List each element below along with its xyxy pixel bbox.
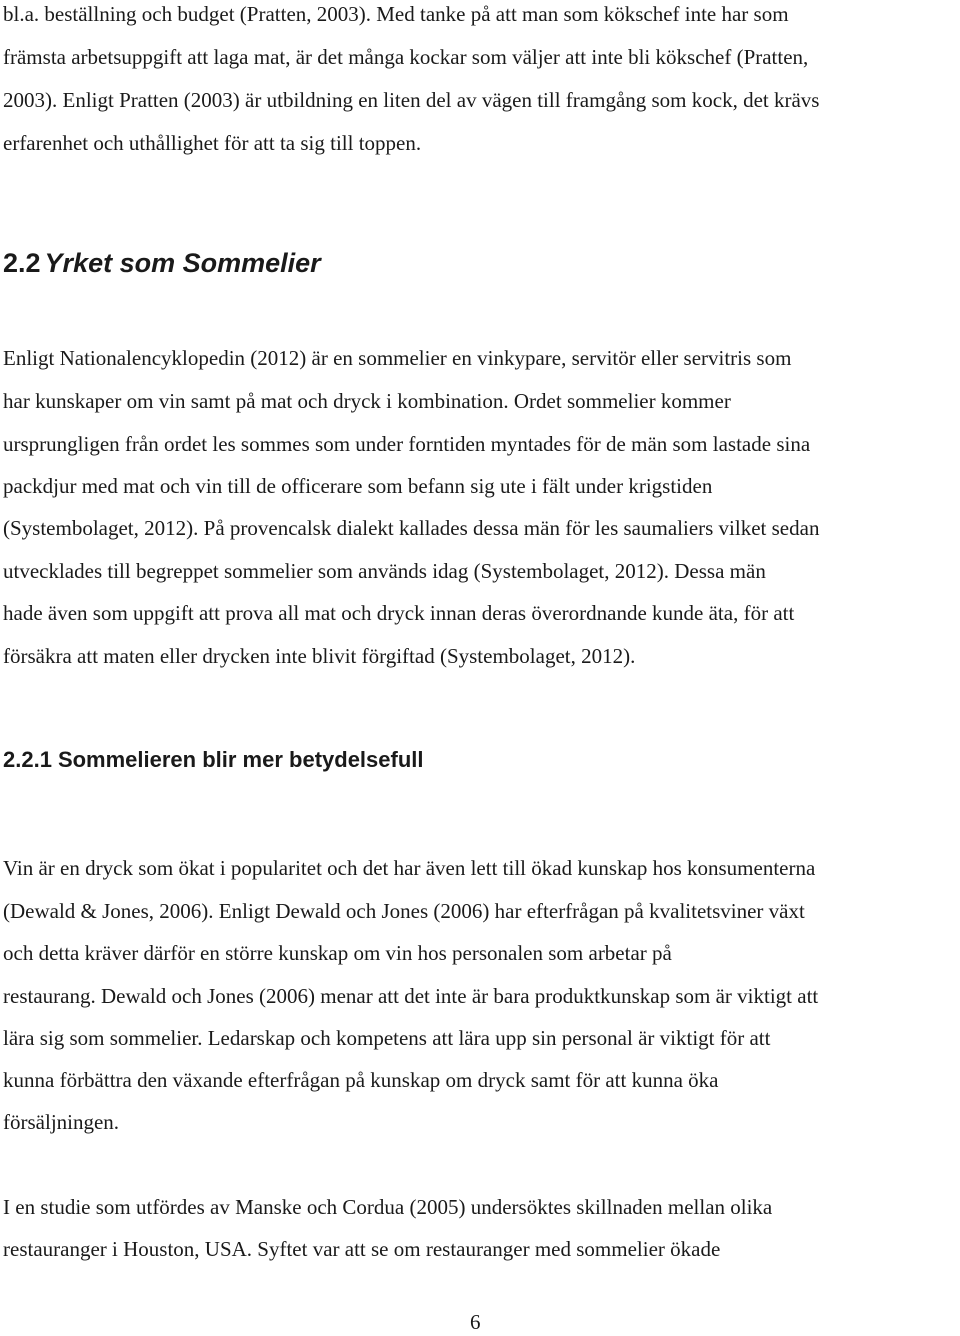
body-text-line: packdjur med mat och vin till de officerare som befann sig ute i fält under krigstiden <box>3 474 713 498</box>
subsection-title: Sommelieren blir mer betydelsefull <box>57 747 424 772</box>
body-text-line: försäkra att maten eller drycken inte blivit förgiftad (Systembolaget, 2012). <box>3 644 636 668</box>
subsection-heading <box>3 747 424 773</box>
page-number: 6 <box>470 1310 481 1334</box>
body-text-line: Enligt Nationalencyklopedin (2012) är en sommelier en vinkypare, servitör eller servitris som <box>3 346 792 370</box>
body-text-line: restaurang. Dewald och Jones (2006) menar att det inte är bara produktkunskap som är viktigt att <box>3 984 819 1008</box>
body-text-line: hade även som uppgift att prova all mat och dryck innan deras överordnande kunde äta, för att <box>3 601 795 625</box>
body-text-line: försäljningen. <box>3 1110 120 1134</box>
section-heading <box>3 248 321 279</box>
body-text-line: (Systembolaget, 2012). På provencalsk dialekt kallades dessa män för les saumaliers vilket sedan <box>3 516 820 540</box>
body-text-line: lära sig som sommelier. Ledarskap och kompetens att lära upp sin personal är viktigt för att <box>3 1026 771 1050</box>
body-text-line: främsta arbetsuppgift att laga mat, är det många kockar som väljer att inte bli kökschef (Pratten, <box>3 45 809 69</box>
body-text-line: restauranger i Houston, USA. Syftet var att se om restauranger med sommelier ökade <box>3 1237 721 1261</box>
section-number: 2.2 <box>3 248 41 278</box>
body-text-line: bl.a. beställning och budget (Pratten, 2003). Med tanke på att man som kökschef inte har som <box>3 2 789 26</box>
body-text-line: 2003). Enligt Pratten (2003) är utbildning en liten del av vägen till framgång som kock, det krävs <box>3 88 820 112</box>
body-text-line: utvecklades till begreppet sommelier som används idag (Systembolaget, 2012). Dessa män <box>3 559 766 583</box>
body-text-line: kunna förbättra den växande efterfrågan på kunskap om dryck samt för att kunna öka <box>3 1068 719 1092</box>
body-text-line: och detta kräver därför en större kunskap om vin hos personalen som arbetar på <box>3 941 672 965</box>
body-text-line: Vin är en dryck som ökat i popularitet och det har även lett till ökad kunskap hos konsumenterna <box>3 856 816 880</box>
section-title: Yrket som Sommelier <box>44 248 321 278</box>
subsection-number: 2.2.1 <box>3 747 52 772</box>
body-text-line: erfarenhet och uthållighet för att ta sig till toppen. <box>3 131 422 155</box>
body-text-line: I en studie som utfördes av Manske och Cordua (2005) undersöktes skillnaden mellan olika <box>3 1195 773 1219</box>
body-text-line: (Dewald & Jones, 2006). Enligt Dewald och Jones (2006) har efterfrågan på kvalitetsviner växt <box>3 899 805 923</box>
body-text-line: har kunskaper om vin samt på mat och dryck i kombination. Ordet sommelier kommer <box>3 389 731 413</box>
body-text-line: ursprungligen från ordet les sommes som under forntiden myntades för de män som lastade sina <box>3 432 811 456</box>
